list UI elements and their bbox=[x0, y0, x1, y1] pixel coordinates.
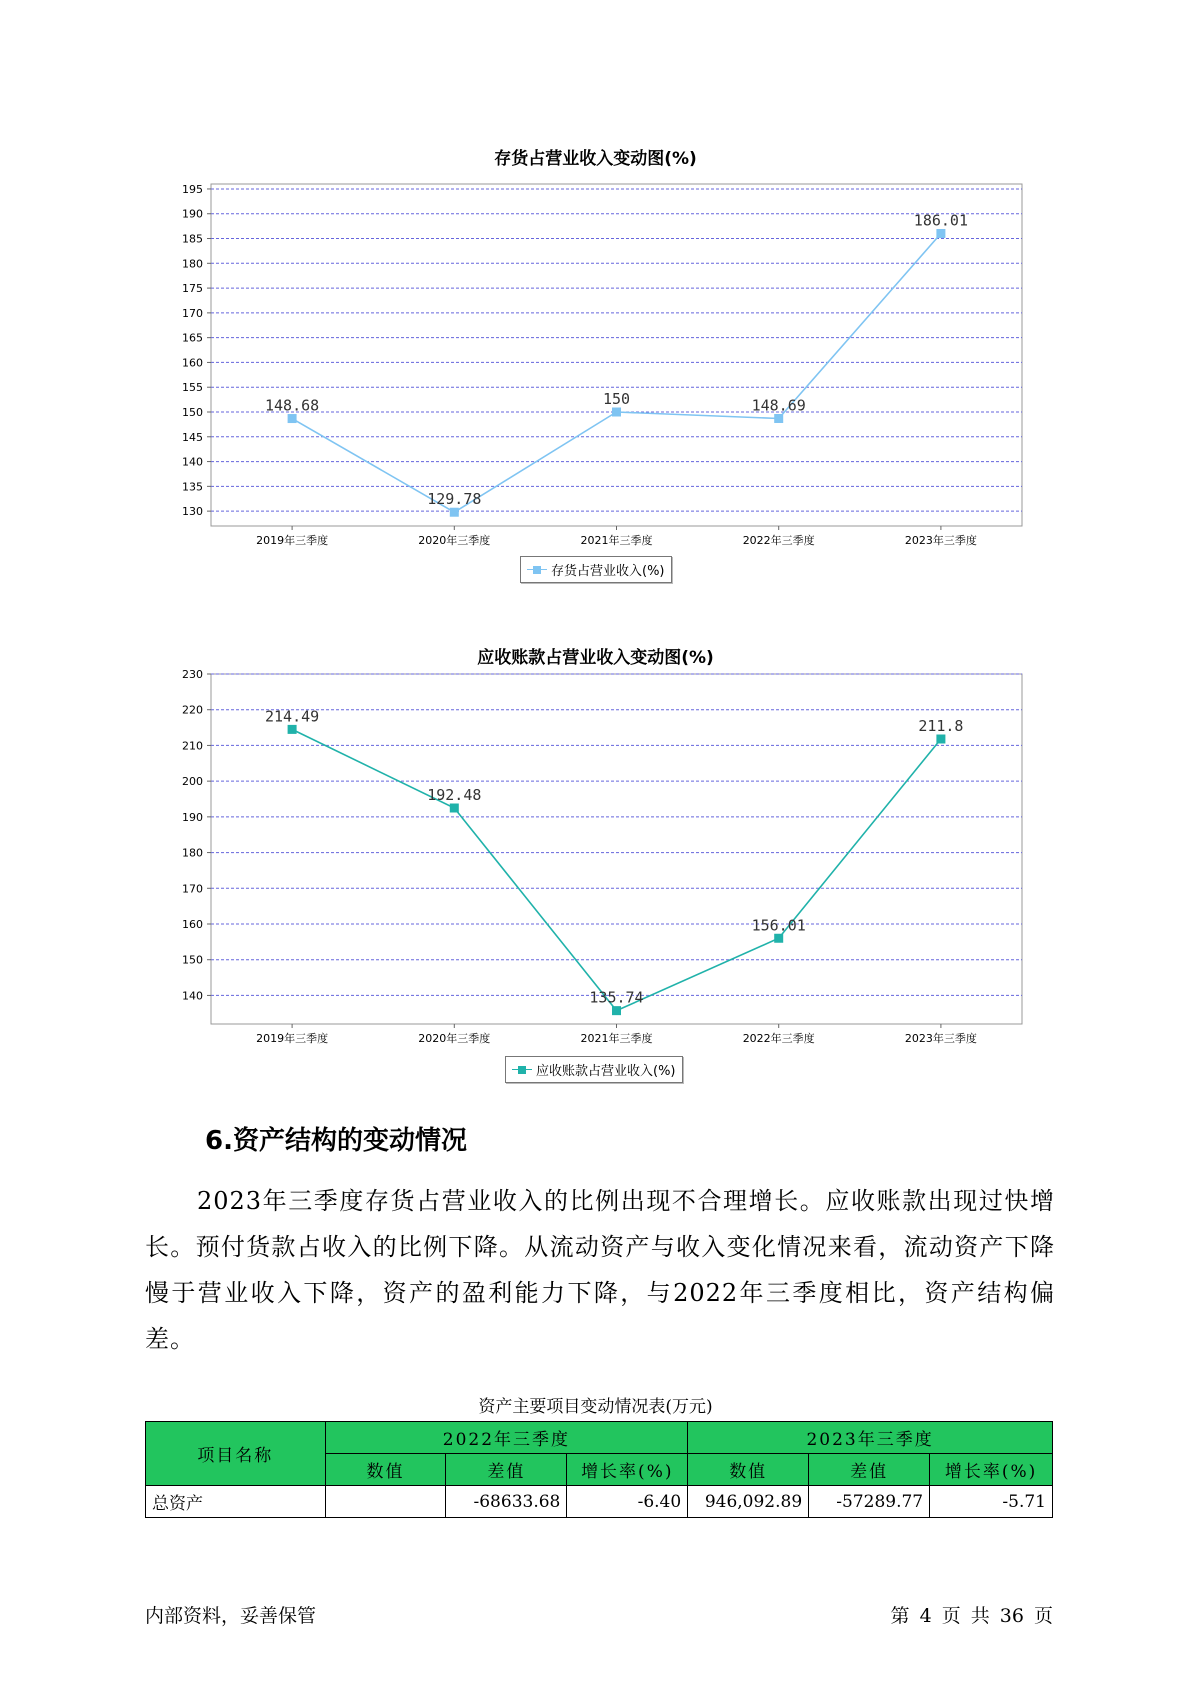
data-point bbox=[612, 408, 621, 417]
table-row bbox=[146, 1486, 1053, 1518]
y-tick-label: 190 bbox=[182, 207, 203, 221]
x-tick-label: 2022年三季度 bbox=[742, 1032, 815, 1045]
y-tick-label: 230 bbox=[182, 668, 203, 681]
header-value-2022: 数值 bbox=[325, 1454, 446, 1486]
cell-growth-2023: -5.71 bbox=[930, 1486, 1053, 1518]
chart2-legend-label: 应收账款占营业收入(%) bbox=[536, 1064, 676, 1079]
header-diff-2023: 差值 bbox=[809, 1454, 930, 1486]
footer-confidential: 内部资料，妥善保管 bbox=[145, 1605, 317, 1627]
y-tick-label: 200 bbox=[182, 775, 203, 789]
y-tick-label: 130 bbox=[182, 505, 203, 519]
y-tick-label: 160 bbox=[182, 918, 203, 931]
y-tick-label: 140 bbox=[182, 455, 203, 469]
y-tick-label: 160 bbox=[182, 356, 203, 370]
y-tick-label: 170 bbox=[182, 882, 203, 896]
header-item-name: 项目名称 bbox=[146, 1422, 326, 1486]
y-tick-label: 140 bbox=[182, 989, 203, 1003]
header-diff-2022: 差值 bbox=[446, 1454, 567, 1486]
y-tick-label: 185 bbox=[182, 232, 203, 246]
y-tick-label: 180 bbox=[182, 257, 203, 271]
legend-marker-icon bbox=[527, 565, 547, 575]
x-tick-label: 2023年三季度 bbox=[904, 534, 977, 547]
x-tick-label: 2020年三季度 bbox=[418, 534, 491, 547]
section-paragraph: 2023年三季度存货占营业收入的比例出现不合理增长。应收账款出现过快增长。预付货款占收入的比例下降。从流动资产与收入变化情况来看，流动资产下降慢于营业收入下降，资产的盈利能力下降，与2022年三季度相比，资产结构偏差。 bbox=[145, 1187, 1055, 1353]
inventory-ratio-chart bbox=[0, 170, 1191, 570]
header-group-2022: 2022年三季度 bbox=[325, 1422, 688, 1454]
data-point bbox=[774, 934, 783, 943]
y-tick-label: 195 bbox=[182, 182, 203, 196]
data-point bbox=[612, 1006, 621, 1015]
section-heading: 6.资产结构的变动情况 bbox=[205, 1126, 467, 1156]
chart1-legend bbox=[520, 556, 672, 583]
chart1-title: 存货占营业收入变动图(%) bbox=[494, 149, 697, 169]
header-value-2023: 数值 bbox=[688, 1454, 809, 1486]
data-label: 192.48 bbox=[427, 786, 482, 804]
footer-page-number: 第 4 页 共 36 页 bbox=[890, 1605, 1053, 1627]
y-tick-label: 135 bbox=[182, 480, 203, 494]
data-point bbox=[450, 508, 459, 517]
y-tick-label: 190 bbox=[182, 810, 203, 824]
data-point bbox=[450, 804, 459, 813]
chart1-legend-label: 存货占营业收入(%) bbox=[551, 564, 665, 579]
y-tick-label: 155 bbox=[182, 381, 203, 395]
y-tick-label: 210 bbox=[182, 739, 203, 753]
data-label: 186.01 bbox=[913, 211, 968, 230]
y-tick-label: 165 bbox=[182, 331, 203, 345]
data-label: 148.69 bbox=[751, 396, 806, 415]
plot-area bbox=[211, 184, 1022, 526]
data-point bbox=[774, 414, 783, 423]
cell-diff-2023: -57289.77 bbox=[809, 1486, 930, 1518]
header-growth-2022: 增长率(%) bbox=[567, 1454, 688, 1486]
plot-area bbox=[211, 674, 1022, 1024]
header-group-2023: 2023年三季度 bbox=[688, 1422, 1053, 1454]
cell-diff-2022: -68633.68 bbox=[446, 1486, 567, 1518]
y-tick-label: 180 bbox=[182, 846, 203, 860]
row-name: 总资产 bbox=[146, 1486, 326, 1518]
data-point bbox=[288, 414, 297, 423]
data-label: 211.8 bbox=[918, 717, 964, 735]
cell-growth-2022: -6.40 bbox=[567, 1486, 688, 1518]
x-tick-label: 2019年三季度 bbox=[256, 1032, 329, 1045]
x-tick-label: 2020年三季度 bbox=[418, 1032, 491, 1045]
legend-marker-icon bbox=[512, 1065, 532, 1075]
x-tick-label: 2021年三季度 bbox=[580, 534, 653, 547]
asset-change-table bbox=[145, 1421, 1053, 1518]
cell-value-2022 bbox=[325, 1486, 446, 1518]
table-caption: 资产主要项目变动情况表(万元) bbox=[478, 1397, 713, 1417]
data-point bbox=[936, 735, 945, 744]
data-label: 156.01 bbox=[751, 916, 806, 935]
data-label: 129.78 bbox=[427, 490, 482, 509]
x-tick-label: 2023年三季度 bbox=[904, 1032, 977, 1045]
data-label: 135.74 bbox=[589, 988, 644, 1007]
x-tick-label: 2019年三季度 bbox=[256, 534, 329, 547]
data-point bbox=[288, 725, 297, 734]
y-tick-label: 170 bbox=[182, 306, 203, 320]
y-tick-label: 150 bbox=[182, 953, 203, 967]
receivables-ratio-chart bbox=[0, 660, 1191, 1060]
y-tick-label: 220 bbox=[182, 703, 203, 717]
data-label: 148.68 bbox=[265, 396, 320, 415]
chart2-legend bbox=[505, 1056, 683, 1083]
header-growth-2023: 增长率(%) bbox=[930, 1454, 1053, 1486]
cell-value-2023: 946,092.89 bbox=[688, 1486, 809, 1518]
y-tick-label: 175 bbox=[182, 282, 203, 296]
x-tick-label: 2022年三季度 bbox=[742, 534, 815, 547]
x-tick-label: 2021年三季度 bbox=[580, 1032, 653, 1045]
data-label: 214.49 bbox=[265, 707, 320, 726]
data-label: 150 bbox=[602, 390, 631, 408]
y-tick-label: 150 bbox=[182, 406, 203, 419]
data-point bbox=[936, 229, 945, 238]
chart2-title: 应收账款占营业收入变动图(%) bbox=[477, 648, 714, 668]
y-tick-label: 145 bbox=[182, 430, 203, 444]
